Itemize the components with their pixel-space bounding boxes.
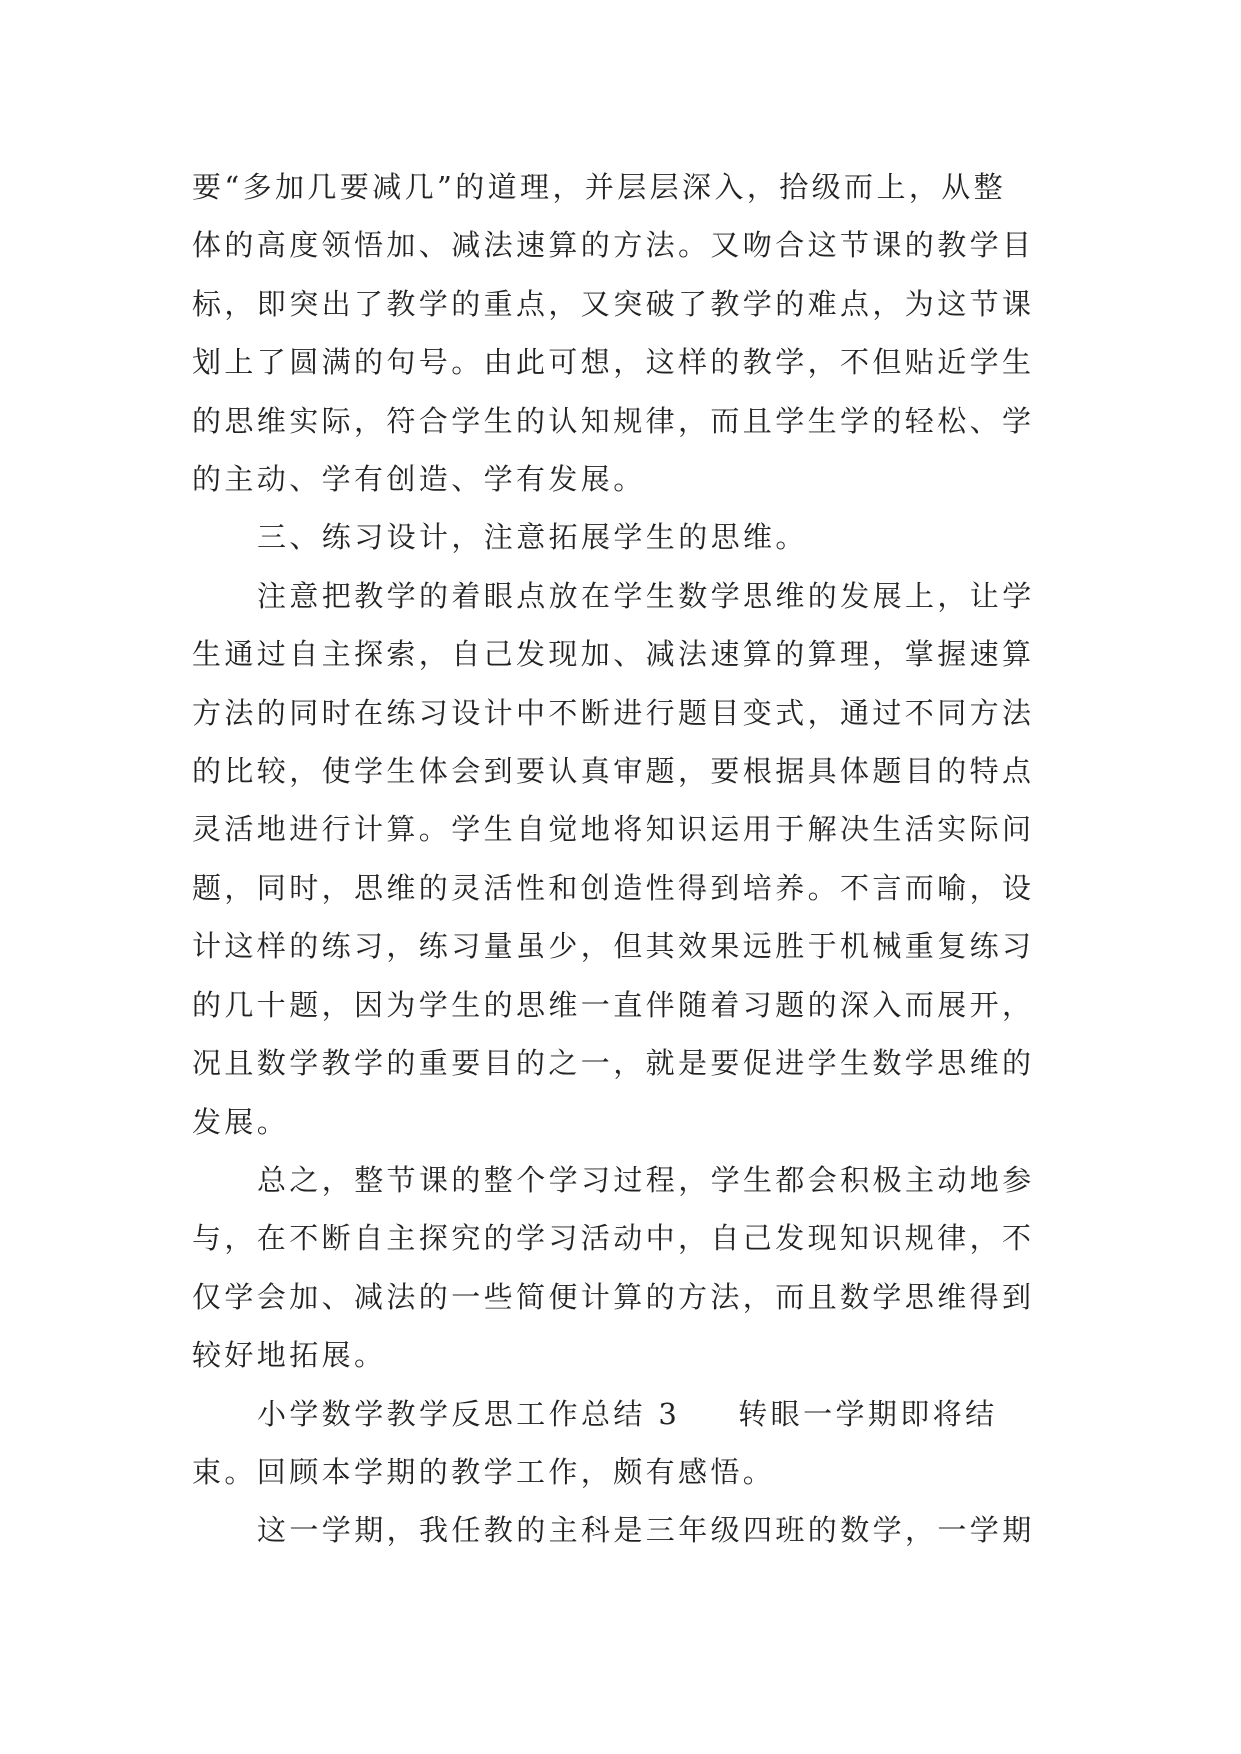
text-line: 况且数学教学的重要目的之一，就是要促进学生数学思维的: [192, 1046, 1035, 1081]
paragraph-4: [192, 1151, 1052, 1385]
text-line: 标，即突出了教学的重点，又突破了教学的难点，为这节课: [192, 286, 1035, 321]
text-line: 这一学期，我任教的主科是三年级四班的数学，一学期: [257, 1513, 1035, 1548]
article-title: 小学数学教学反思工作总结 3: [257, 1396, 681, 1431]
text-line: 较好地拓展。: [192, 1338, 387, 1373]
text-line: 的主动、学有创造、学有发展。: [192, 462, 646, 497]
text-line: [192, 1385, 1052, 1443]
text-line: 灵活地进行计算。学生自觉地将知识运用于解决生活实际问: [192, 812, 1035, 847]
text-line: 与，在不断自主探究的学习活动中，自己发现知识规律，不: [192, 1221, 1035, 1256]
text-line: 束。回顾本学期的教学工作，颇有感悟。: [192, 1454, 776, 1489]
text-line: 的几十题，因为学生的思维一直伴随着习题的深入而展开，: [192, 987, 1035, 1022]
text-line: 的比较，使学生体会到要认真审题，要根据具体题目的特点: [192, 754, 1035, 789]
text-line: 方法的同时在练习设计中不断进行题目变式，通过不同方法: [192, 695, 1035, 730]
text-fragment: 转眼一学期即将结: [738, 1396, 998, 1431]
text-line: 总之，整节课的整个学习过程，学生都会积极主动地参: [257, 1162, 1035, 1197]
text-line: 发展。: [192, 1104, 290, 1139]
text-line: 要“多加几要减几”的道理，并层层深入，拾级而上，从整: [192, 170, 1007, 204]
text-line: 仅学会加、减法的一些简便计算的方法，而且数学思维得到: [192, 1279, 1035, 1314]
text-line: 划上了圆满的句号。由此可想，这样的教学，不但贴近学生: [192, 345, 1035, 380]
text-line: 计这样的练习，练习量虽少，但其效果远胜于机械重复练习: [192, 929, 1035, 964]
paragraph-1: [192, 158, 1052, 508]
text-line: 的思维实际，符合学生的认知规律，而且学生学的轻松、学: [192, 403, 1035, 438]
text-line: 生通过自主探索，自己发现加、减法速算的算理，掌握速算: [192, 637, 1035, 672]
document-body: [192, 158, 1052, 1560]
paragraph-3: [192, 567, 1052, 1151]
section-heading-3: [192, 508, 1052, 566]
text-line: 体的高度领悟加、减法速算的方法。又吻合这节课的教学目: [192, 228, 1035, 263]
text-line: 注意把教学的着眼点放在学生数学思维的发展上，让学: [257, 578, 1035, 613]
text-line: 三、练习设计，注意拓展学生的思维。: [257, 520, 808, 555]
text-line: 题，同时，思维的灵活性和创造性得到培养。不言而喻，设: [192, 870, 1035, 905]
paragraph-6: [192, 1501, 1052, 1559]
paragraph-5: [192, 1385, 1052, 1502]
